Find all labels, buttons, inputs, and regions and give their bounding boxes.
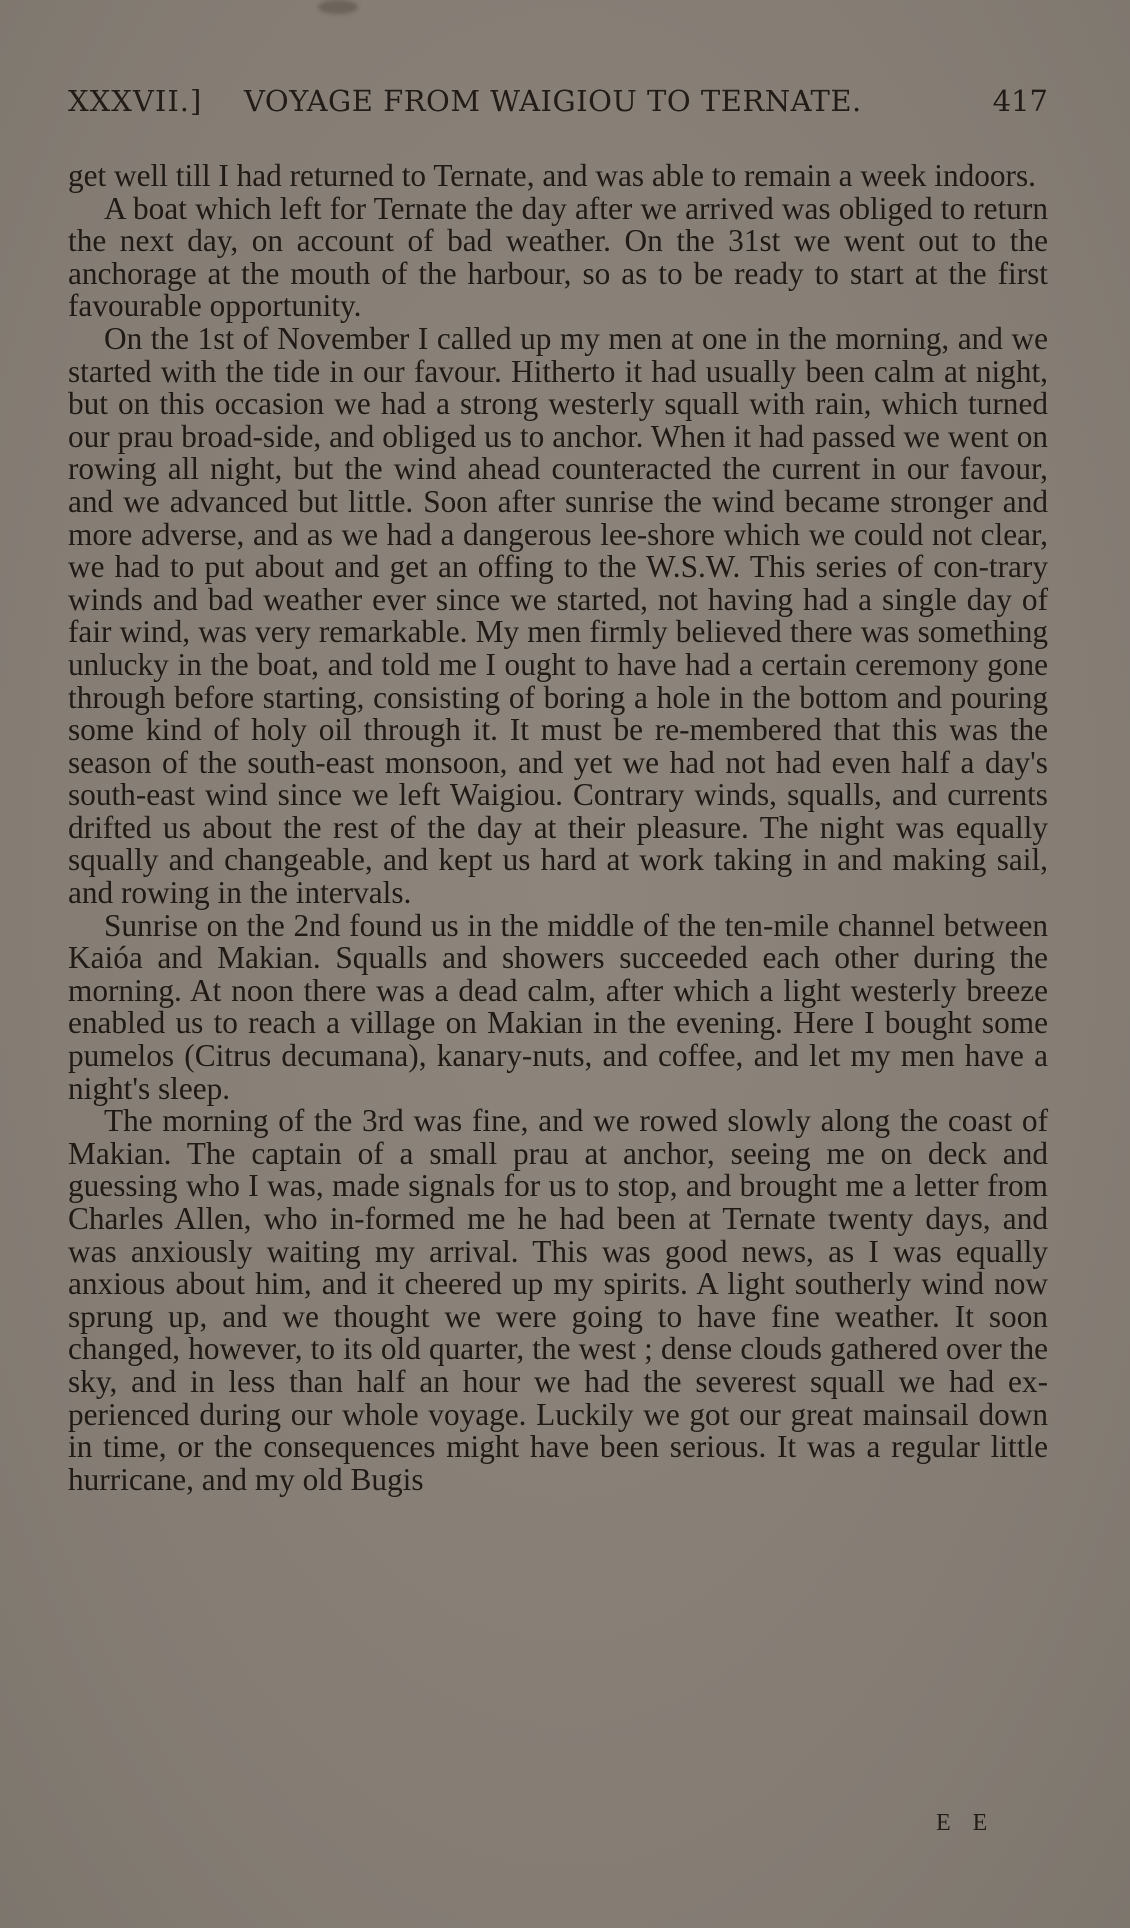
ink-smudge <box>318 0 358 14</box>
paragraph: A boat which left for Ternate the day after we arrived was obliged to return the next day, on account of bad weather. On the 31st we went out to the anchorage at the mouth of the harbour, so as to be ready to start at the first favourable opportunity. <box>68 190 1048 324</box>
running-title: VOYAGE FROM WAIGIOU TO TERNATE. <box>244 84 862 118</box>
page-number: 417 <box>992 84 1048 118</box>
paragraph: Sunrise on the 2nd found us in the middle of the ten-mile channel between Kaióa and Makian. Squalls and showers succeeded each other during the morning. At noon there was a dead calm, after which a light westerly breeze enabled us to reach a village on Makian in the evening. Here I bought some pumelos (Citrus decumana), kanary-nuts, and coffee, and let my men have a night's sleep. <box>68 907 1048 1106</box>
paragraph: On the 1st of November I called up my men at one in the morning, and we started with the tide in our favour. Hitherto it had usually been calm at night, but on this occasion we had a strong westerly squall with rain, which turned our prau broad-side, and obliged us to anchor. When it had passed we went on rowing all night, but the wind ahead counteracted the current in our favour, and we advanced but little. Soon after sunrise the wind became stronger and more adverse, and as we had a dangerous lee-shore which we could not clear, we had to put about and get an offing to the W.S.W. This series of con-trary winds and bad weather ever since we started, not having had a single day of fair wind, was very remarkable. My men firmly believed there was something unlucky in the boat, and told me I ought to have had a certain ceremony gone through before starting, consisting of boring a hole in the bottom and pouring some kind of holy oil through it. It must be re-membered that this was the season of the south-east monsoon, and yet we had not had even half a day's south-east wind since we left Waigiou. Contrary winds, squalls, and currents drifted us about the rest of the day at their pleasure. The night was equally squally and changeable, and kept us hard at work taking in and making sail, and rowing in the intervals. <box>68 320 1048 911</box>
chapter-number: XXXVII.] <box>68 84 203 118</box>
running-header <box>68 84 1048 124</box>
paragraph: get well till I had returned to Ternate, and was able to remain a week indoors. <box>68 158 1036 193</box>
printer-signature-mark: E E <box>936 1810 996 1836</box>
paragraph: The morning of the 3rd was fine, and we rowed slowly along the coast of Makian. The captain of a small prau at anchor, seeing me on deck and guessing who I was, made signals for us to stop, and brought me a letter from Charles Allen, who in-formed me he had been at Ternate twenty days, and was anxiously waiting my arrival. This was good news, as I was equally anxious about him, and it cheered up my spirits. A light southerly wind now sprung up, and we thought we were going to have fine weather. It soon changed, however, to its old quarter, the west ; dense clouds gathered over the sky, and in less than half an hour we had the severest squall we had ex-perienced during our whole voyage. Luckily we got our great mainsail down in time, or the consequences might have been serious. It was a regular little hurricane, and my old Bugis <box>68 1103 1048 1497</box>
body-text <box>68 160 1048 1496</box>
